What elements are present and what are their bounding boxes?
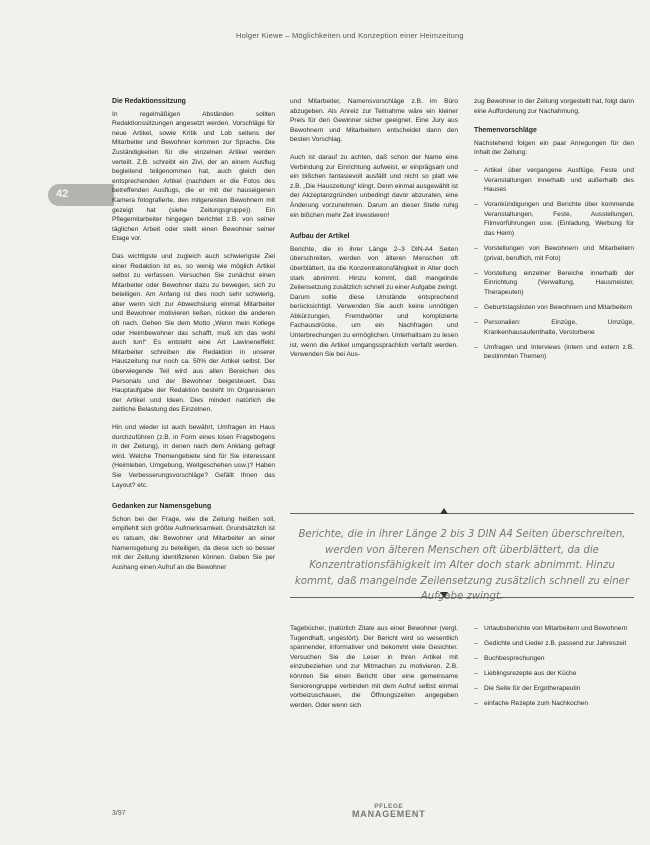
topic-list-continued <box>474 624 634 709</box>
list-item: – Personalien: Einzüge, Umzüge, Krankenhausaufenthalte, Verstorbene <box>474 318 634 337</box>
list-item: – Urlaubsberichte von Mitarbeitern und Bewohnern <box>474 624 634 634</box>
triangle-down-icon <box>440 592 448 598</box>
pull-quote-text: Berichte, die in ihrer Länge 2 bis 3 DIN A4 Seiten überschreiten, werden von älteren Menschen oft überblättert, da die Konzentrationsfähigkeit im Alter doch stark abnimmt. Hinzu kommt, daß mangelnde Zeilensetzung zusätzlich schnell zu einer <box>294 529 630 587</box>
column-1 <box>112 97 275 580</box>
magazine-logo <box>352 803 426 819</box>
list-item: – Vorankündigungen und Berichte über kommende Veranstaltungen, Feste, Ausstellungen, Filmvorführungen usw. (Einladung, Werbung für das Heim) <box>474 200 634 238</box>
list-item: – Die Seite für der Ergotherapeutin <box>474 684 634 694</box>
paragraph: Tagebücher, (natürlich Zitate aus einer Bewohner (vergl. Tugendhaft, ungestört). Der Bericht wird so wesentlich spannender, informativer und bekommt viele Gesichter. Versuchen Sie die Leser in Ihren Artikel mit einzubeziehen und zur Mitmachen zu motivieren. Z.B. könnten Sie einen Bericht über eine gemeinsame Seniorengruppe verbinden mit dem Aufruf selbst einmal vorbeizuschauen, die Öffnungszeiten angegeben werden. Oder wenn sich <box>290 625 458 709</box>
list-item: – Lieblingsrezepte aus der Küche <box>474 669 634 679</box>
list-item: – Vorstellungen von Bewohnern und Mitarbeitern (privat, beruflich, mit Foto) <box>474 244 634 263</box>
section-heading-aufbau: Aufbau der Artikel <box>290 233 350 241</box>
paragraph: Schon bei der Frage, wie die Zeitung heißen soll, empfiehlt sich größte Aufmerksamkeit. Grundsätzlich ist es ratsam, die Bewohner und Mitarbeiter an einer Namensgebung zu beteiligen, da diese sich so besser mit der Zeitung identifizieren können. Geben Sie per Aushang einen Aufruf an die Bewohner <box>112 515 275 571</box>
running-header: Holger Kiewe – Möglichkeiten und Konzeption einer Heimzeitung <box>236 31 464 40</box>
triangle-up-icon <box>440 508 448 514</box>
paragraph: Das wichtigste und zugleich auch schwierigste Ziel einer Redaktion ist es, so wenig wie möglich Artikel selbst zu verfassen. Versuchen Sie zunächst einen Mitarbeiter oder Bewohner dazu zu bewegen, sich zu beteiligen. Am Anfang ist dies noch sehr schwierig, aber wenn sich zur Abwechslung einmal Mitarbeiter und Bewohner motivieren ließen, rücken die anderen oft nach. Gehen Sie dem Motto „Wenn mein Kollege oder Heimbewohner das schafft, muß ich das wohl auch tun!“ Es entsteht eine Art Lawineneffekt: Mitarbeiter schreiben die Redaktion in unserer Hauszeitung nur noch ca. 50% der Artikel selbst. Der überwiegende Teil wird aus allen Bereichen des Personals und der Bewohner beigesteuert. Das Hauptaufgabe der Redaktion besteht im Organisieren der Artikel und Ideen. Dies mindert natürlich die zeitliche Belastung des Einzelnen. <box>112 252 275 414</box>
list-item: – Vorstellung einzelner Bereiche innerhalb der Einrichtung (Verwaltung, Hausmeister, Therapeuten) <box>474 269 634 298</box>
logo-line-2: MANAGEMENT <box>352 809 426 819</box>
paragraph: Hin und wieder ist auch bewährt, Umfragen im Haus durchzuführen (z.B. in Form eines losen Fragebogens in der Zeitung), in denen nach dem Anklang gefragt wird. Welche Themengebiete sind für Sie interessant (Heimleben, Umgebung, Weitgeschehen usw.)? Haben Sie Verbesserungsvorschläge? Gefällt Ihnen das Layout? etc. <box>112 424 275 489</box>
list-item: – Gedichte und Lieder z.B. passend zur Jahreszeit <box>474 639 634 649</box>
section-heading-redaktionssitzung: Die Redaktionssitzung <box>112 98 186 105</box>
list-item: – Artikel über vergangene Ausflüge, Feste und Veranstaltungen innerhalb und außerhalb des Hauses <box>474 166 634 195</box>
column-2 <box>290 97 458 368</box>
list-item: – Geburtstagslisten von Bewohnern und Mitarbeitern <box>474 303 634 313</box>
section-heading-namensgebung: Gedanken zur Namensgebung <box>112 503 212 511</box>
pull-quote <box>290 510 634 605</box>
logo-line-1: PFLEGE <box>374 803 404 810</box>
page-number: 42 <box>56 188 69 200</box>
paragraph: und Mitarbeiter, Namensvorschläge z.B. im Büro abzugeben. Als Anreiz zur Teilnahme wäre ein kleiner Preis für den Gewinner sicher geeignet. Eine Jury aus Bewohnern und Mitarbeitern entscheidet dann den besten Vorschlag. <box>290 98 458 144</box>
list-item: – Umfragen und Interviews (intern und extern z.B. bestimmten Themen) <box>474 343 634 362</box>
pull-quote-rule-top <box>290 513 634 514</box>
section-heading-themenvorschlaege: Themenvorschläge <box>474 127 537 135</box>
page-number-tab <box>48 184 114 206</box>
topic-list <box>474 166 634 362</box>
column-2-lower <box>290 624 458 718</box>
paragraph: Auch ist darauf zu achten, daß schon der Name eine Verbindung zur Einrichtung aufweist, er einprägsam und ein bißchen fantasievoll ausfällt und nicht so platt wie z.B. „Die Hauszeitung“ klingt. Denn einmal ausgewählt ist der Akzeptanzgründen unbedingt davor abzuraten, eine Änderung vorzunehmen. Darum an dieser Stelle ruhig ein bißchen mehr Zeit investieren! <box>290 153 458 219</box>
column-3-lower <box>474 624 634 715</box>
column-3 <box>474 97 634 368</box>
paragraph: Berichte, die in ihrer Länge 2–3 DIN-A4 Seiten überschreiten, werden von älteren Menschen oft überblättert, da die Konzentrationsfähigkeit in Alter doch stark abnimmt. Hinzu kommt, daß mangelnde Zeilensetzung zusätzlich schnell zu einer Aufgabe zwingt. Darum sollte diese Umstände entsprechend berücksichtigt. Verwenden Sie auch keine unnötigen Abkürzungen, Fremdwörter und komplizierte Fachausdrücke, um ein Nachfragen und Unterbrechungen zu ermöglichen. Unterhaltsam zu lesen ist, wenn die Artikel umgangssprachlich verfaßt werden. Verwenden Sie bei Aus- <box>290 245 458 359</box>
issue-number: 3/97 <box>112 810 126 817</box>
list-item: – einfache Rezepte zum Nachkochen <box>474 699 634 709</box>
list-item: – Buchbesprechungen <box>474 654 634 664</box>
paragraph: zug Bewohner in der Zeitung vorgestellt hat, folgt dann eine Aufforderung zur Nachahmung. <box>474 98 634 115</box>
pull-quote-rule-bottom <box>290 597 634 598</box>
paragraph: Nachstehend folgen ein paar Anregungen für den Inhalt der Zeitung: <box>474 139 634 157</box>
paragraph: In regelmäßigen Abständen sollten Redaktionssitzungen angesetzt werden. Vorschläge für neue Artikel, sowie Kritik und Lob seitens der Mitarbeiter und Bewohner kommen zur Sprache. Die Zuständigkeiten für die einzelnen Artikel werden verteilt. Z.B. schreibt ein Zivi, der an einem Ausflug begleitend teilgenommen hat, auch gleich den entsprechenden Artikel (nachdem er die Fotos des betreffenden Ausflugs, die er mit der hauseigenen Kamera fotografierte, den mitgereisten Bewohnern mit gezeigt hat (siehe Zeitungsgruppe)). Ein Pflegemitarbeiter hingegen berichtet z.B. von seiner täglichen Arbeit oder stellt einen Bewohner seiner Etage vor. <box>112 110 275 243</box>
